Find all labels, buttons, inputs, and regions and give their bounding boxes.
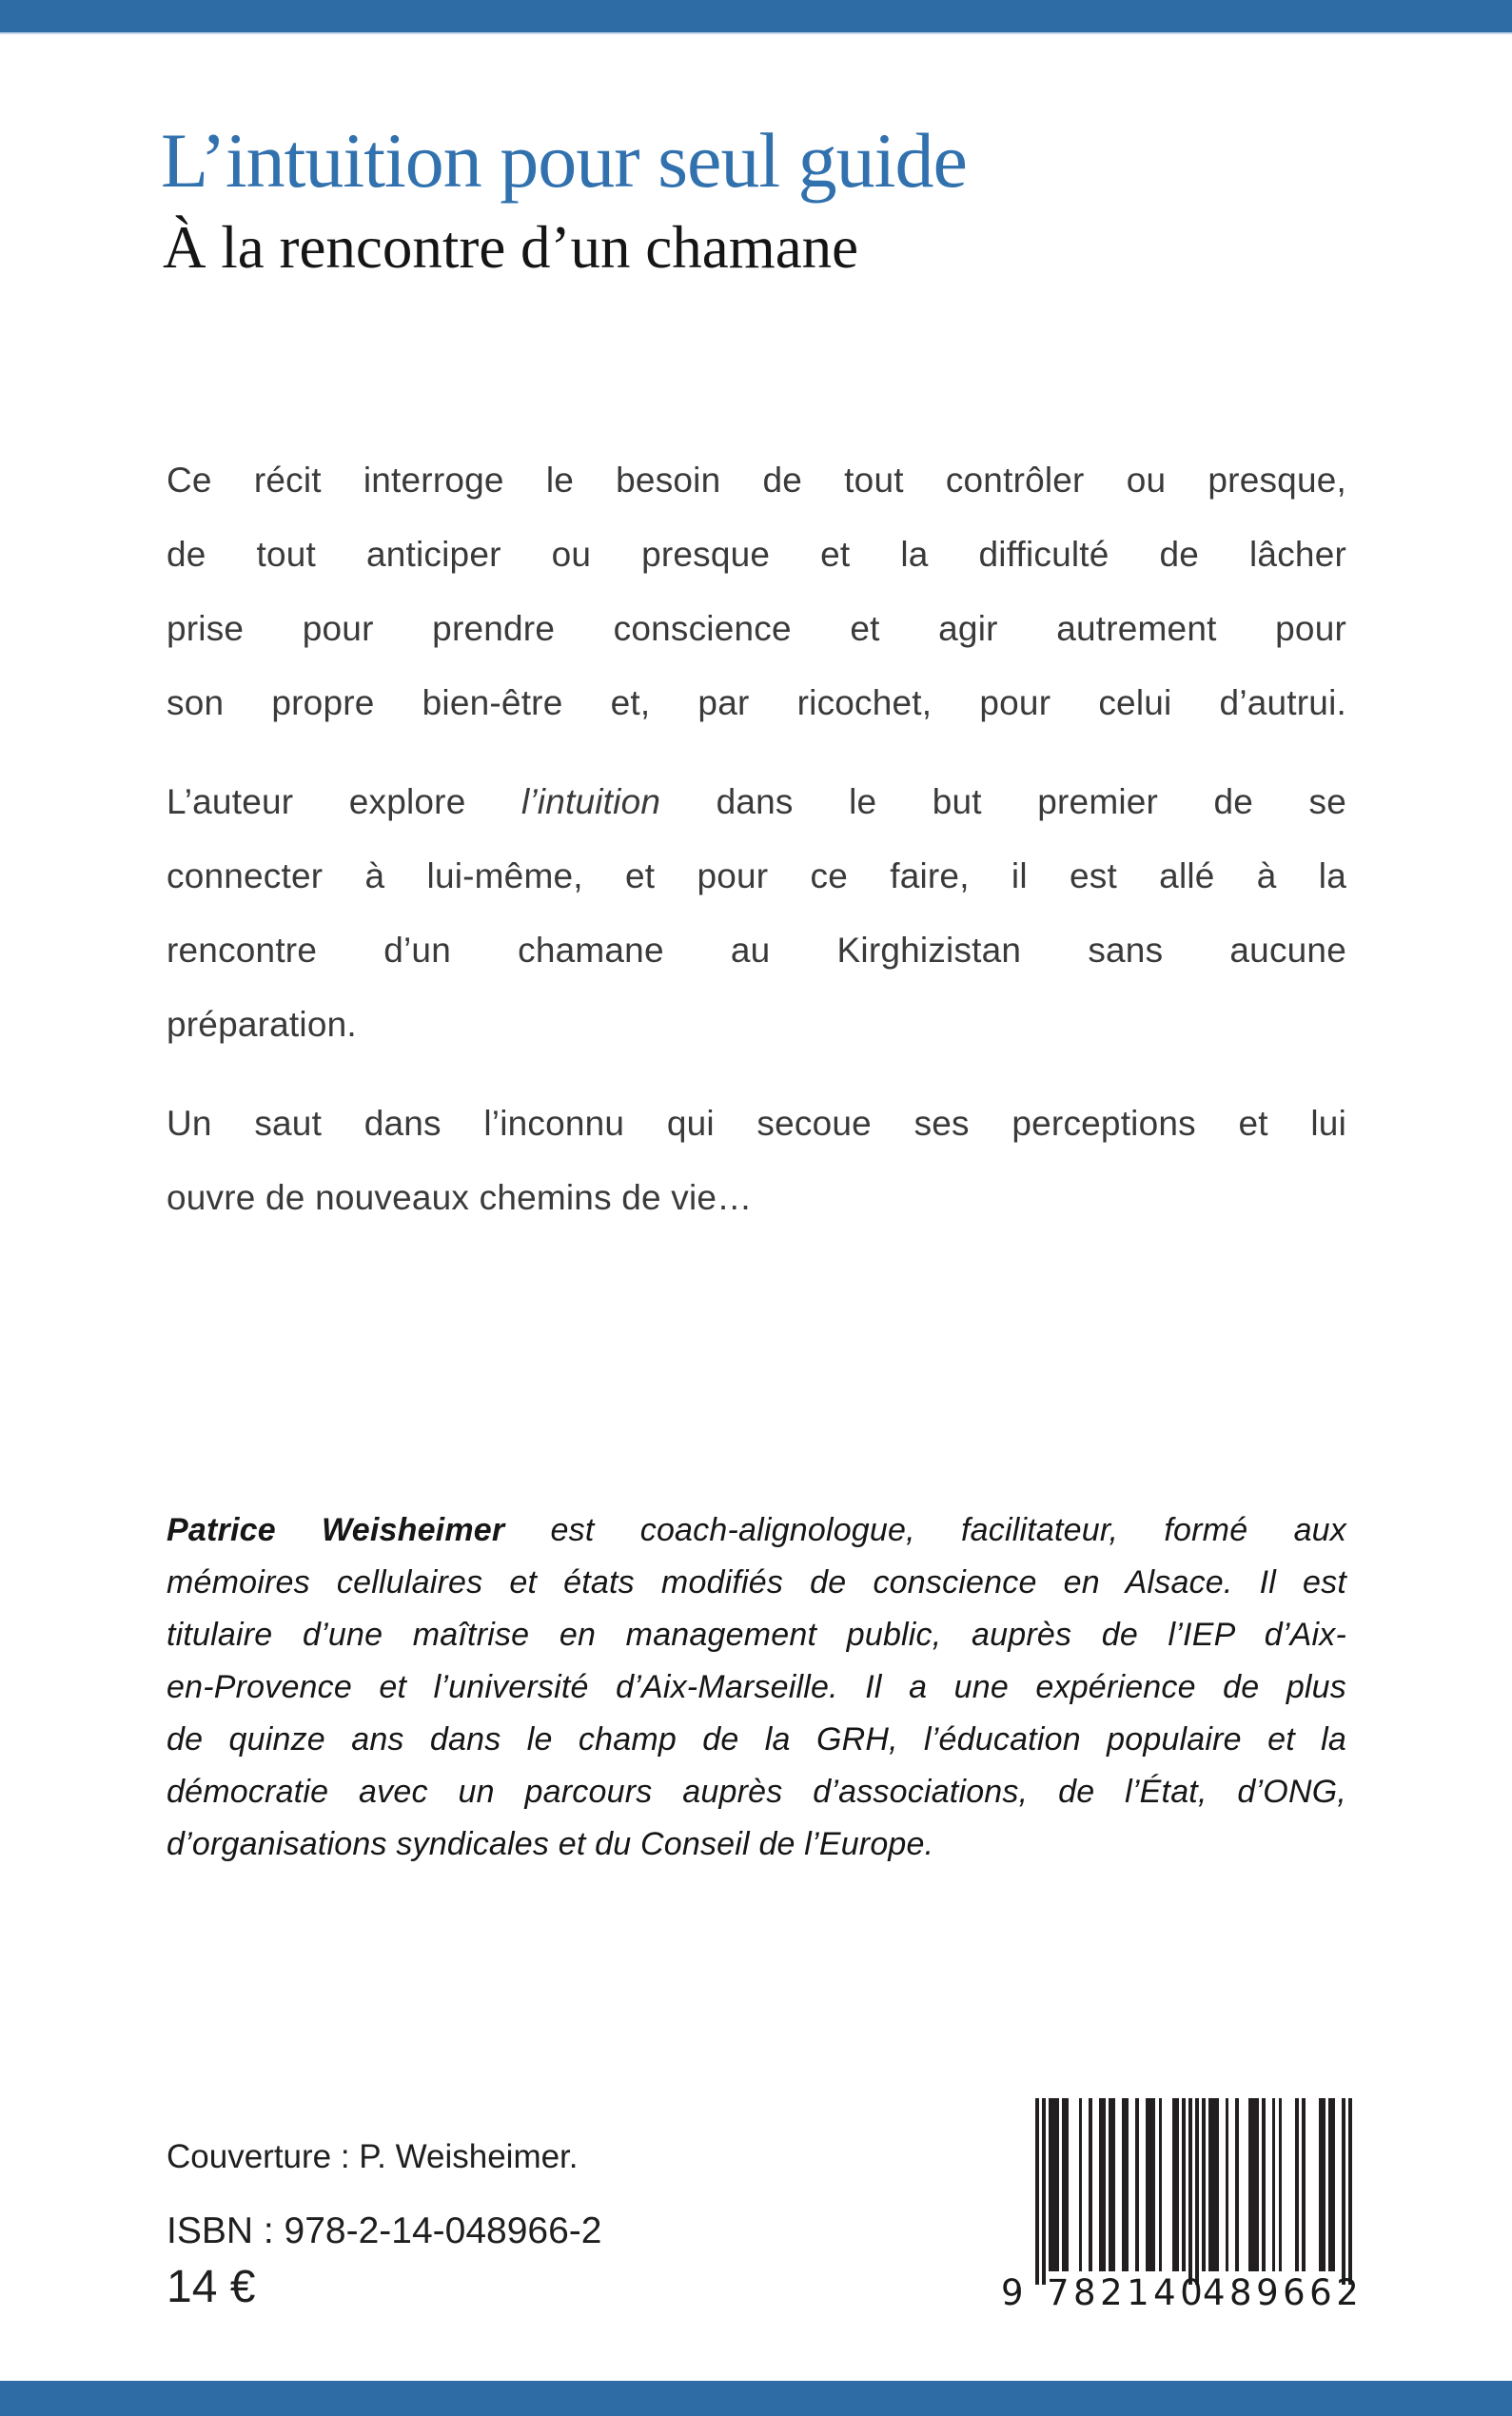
- barcode-bar: [1342, 2098, 1345, 2285]
- synopsis-line: Ce récit interroge le besoin de tout contrôler ou presque,: [167, 461, 1346, 500]
- cover-credit: Couverture : P. Weisheimer.: [167, 2138, 579, 2175]
- barcode-bar: [1348, 2098, 1352, 2285]
- author-name: Patrice Weisheimer: [167, 1512, 505, 1548]
- synopsis-line: [167, 765, 1346, 839]
- barcode-bar: [1079, 2098, 1083, 2271]
- barcode-bar: [1328, 2098, 1335, 2271]
- barcode-bar: [1319, 2098, 1325, 2271]
- bio-line: [167, 1504, 1346, 1557]
- barcode-bar: [1035, 2098, 1039, 2285]
- top-band: [0, 0, 1512, 34]
- barcode-bar: [1279, 2098, 1283, 2271]
- barcode-bar: [1042, 2098, 1046, 2285]
- ean13-barcode: [1001, 2098, 1364, 2313]
- synopsis-paragraph-3: [167, 1087, 1346, 1235]
- bio-line: démocratie avec un parcours auprès d’associations, de l’État, d’ONG,: [167, 1774, 1346, 1810]
- bio-line: d’organisations syndicales et du Conseil de l’Europe.: [167, 1826, 934, 1862]
- synopsis-line: Un saut dans l’inconnu qui secoue ses perceptions et lui: [167, 1104, 1346, 1143]
- barcode-bar: [1062, 2098, 1069, 2271]
- synopsis-text: dans le but premier de se: [716, 782, 1347, 821]
- barcode-bar: [1146, 2098, 1156, 2271]
- bio-line: titulaire d’une maîtrise en management public, auprès de l’IEP d’Aix-: [167, 1617, 1346, 1653]
- barcode-bar: [1159, 2098, 1163, 2271]
- barcode-left-digits: 782140: [1047, 2272, 1208, 2313]
- synopsis-italic-word: l’intuition: [520, 782, 661, 821]
- synopsis-paragraph-1: [167, 443, 1346, 740]
- price: 14 €: [167, 2262, 256, 2312]
- isbn: ISBN : 978-2-14-048966-2: [167, 2210, 602, 2251]
- synopsis-text: L’auteur explore: [167, 782, 466, 821]
- synopsis: [167, 443, 1346, 1235]
- barcode-bar: [1248, 2098, 1259, 2271]
- barcode-bar: [1172, 2098, 1179, 2271]
- bio-line: en-Provence et l’université d’Aix-Marseille. Il a une expérience de plus: [167, 1669, 1346, 1705]
- bio-line: mémoires cellulaires et états modifiés de conscience en Alsace. Il est: [167, 1564, 1346, 1601]
- bio-line: de quinze ans dans le champ de la GRH, l’éducation populaire et la: [167, 1721, 1346, 1758]
- barcode-bar: [1262, 2098, 1266, 2271]
- barcode-bar: [1182, 2098, 1186, 2271]
- book-subtitle: À la rencontre d’un chamane: [163, 214, 859, 281]
- bio-text: est coach-alignologue, facilitateur, formé aux: [550, 1512, 1346, 1548]
- synopsis-line: de tout anticiper ou presque et la difficulté de lâcher: [167, 535, 1346, 574]
- barcode-bar: [1195, 2098, 1199, 2285]
- barcode-bar: [1295, 2098, 1299, 2271]
- barcode-bar: [1235, 2098, 1239, 2271]
- barcode-bar: [1302, 2098, 1306, 2271]
- barcode-right-digits: 489662: [1203, 2272, 1364, 2313]
- synopsis-line: prise pour prendre conscience et agir autrement pour: [167, 609, 1346, 648]
- barcode-bar: [1089, 2098, 1092, 2271]
- barcode-bar: [1099, 2098, 1106, 2271]
- barcode-bar: [1109, 2098, 1115, 2271]
- synopsis-line: son propre bien-être et, par ricochet, pour celui d’autrui.: [167, 683, 1346, 722]
- barcode-first-digit: 9: [1001, 2272, 1024, 2313]
- barcode-bar: [1049, 2098, 1059, 2271]
- barcode-bar: [1226, 2098, 1229, 2271]
- book-title: L’intuition pour seul guide: [161, 117, 967, 204]
- author-bio: [167, 1504, 1346, 1871]
- bottom-band: [0, 2381, 1512, 2416]
- barcode-bar: [1208, 2098, 1219, 2271]
- synopsis-line: préparation.: [167, 1005, 357, 1044]
- barcode-bar: [1202, 2098, 1206, 2271]
- synopsis-line: ouvre de nouveaux chemins de vie…: [167, 1178, 753, 1217]
- barcode-bar: [1188, 2098, 1192, 2285]
- synopsis-line: rencontre d’un chamane au Kirghizistan sans aucune: [167, 931, 1346, 970]
- synopsis-paragraph-2: [167, 765, 1346, 1062]
- barcode-bar: [1122, 2098, 1129, 2271]
- barcode-bar: [1135, 2098, 1139, 2271]
- barcode-bar: [1272, 2098, 1276, 2271]
- synopsis-line: connecter à lui-même, et pour ce faire, il est allé à la: [167, 856, 1346, 895]
